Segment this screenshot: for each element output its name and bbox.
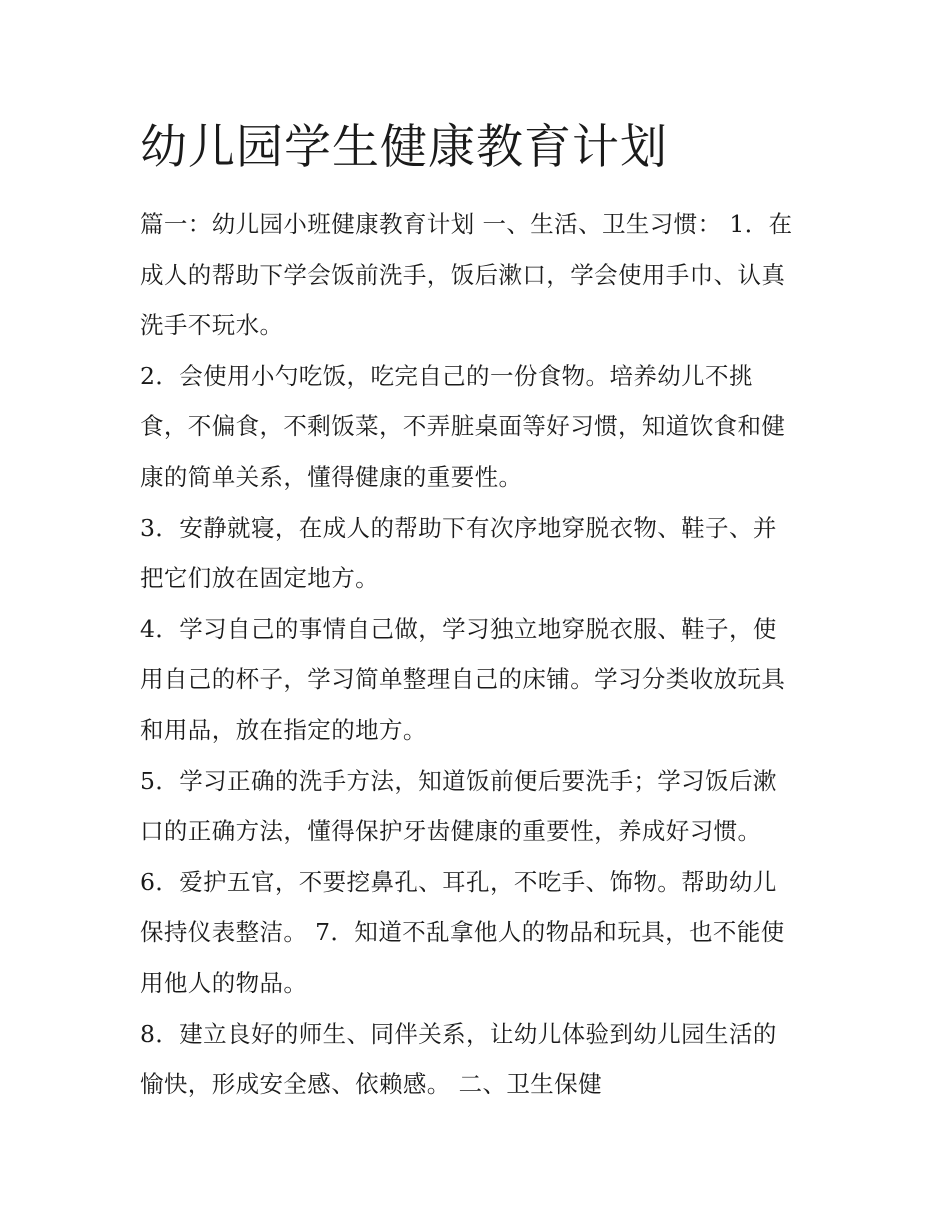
body-line: 康的简单关系，懂得健康的重要性。 — [140, 462, 523, 491]
document-body — [140, 199, 820, 1110]
body-line: 6．爱护五官，不要挖鼻孔、耳孔，不吃手、饰物。帮助幼儿 — [140, 867, 777, 896]
body-line: 把它们放在固定地方。 — [140, 564, 379, 593]
body-line: 口的正确方法，懂得保护牙齿健康的重要性，养成好习惯。 — [140, 817, 762, 846]
body-line: 成人的帮助下学会饭前洗手，饭后漱口，学会使用手巾、认真 — [140, 260, 786, 289]
body-line: 5．学习正确的洗手方法，知道饭前便后要洗手；学习饭后漱 — [140, 766, 777, 795]
body-line: 和用品，放在指定的地方。 — [140, 715, 427, 744]
body-line: 篇一：幼儿园小班健康教育计划 一、生活、卫生习惯： 1．在 — [140, 210, 793, 238]
body-line: 4．学习自己的事情自己做，学习独立地穿脱衣服、鞋子，使 — [140, 614, 777, 643]
body-line: 2．会使用小勺吃饭，吃完自己的一份食物。培养幼儿不挑 — [140, 361, 753, 390]
body-line: 洗手不玩水。 — [140, 311, 284, 340]
body-line: 愉快，形成安全感、依赖感。 二、卫生保健 — [140, 1070, 602, 1099]
document-title: 幼儿园学生健康教育计划 — [140, 120, 668, 175]
body-line: 8．建立良好的师生、同伴关系，让幼儿体验到幼儿园生活的 — [140, 1019, 777, 1048]
body-line: 用他人的物品。 — [140, 968, 308, 997]
body-line: 用自己的杯子，学习简单整理自己的床铺。学习分类收放玩具 — [140, 665, 786, 694]
body-line: 保持仪表整洁。 7．知道不乱拿他人的物品和玩具，也不能使 — [140, 918, 785, 947]
body-line: 3．安静就寝，在成人的帮助下有次序地穿脱衣物、鞋子、并 — [140, 513, 777, 542]
body-line: 食，不偏食，不剩饭菜，不弄脏桌面等好习惯，知道饮食和健 — [140, 412, 786, 441]
